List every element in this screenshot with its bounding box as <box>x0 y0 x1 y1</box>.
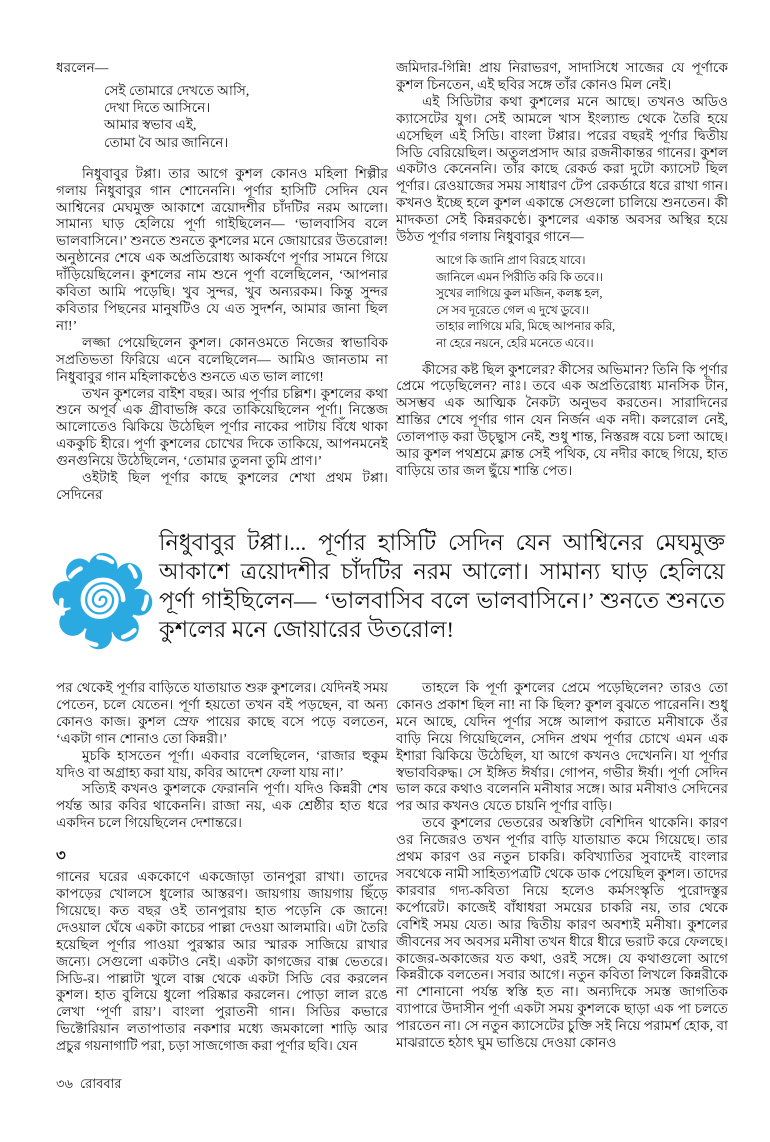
song-line: আগে কি জানি প্রাণ বিরহে যাবে। <box>436 252 586 267</box>
top-right-column <box>396 60 728 526</box>
pull-quote-section <box>55 528 727 680</box>
song-line: তাহার লাগিয়ে মরি, মিছে আপনার করি, <box>436 319 616 334</box>
pull-quote-text: নিধুবাবুর টপ্পা।... পূর্ণার হাসিটি সেদিন যেন আশ্বিনের মেঘমুক্ত আকাশে ত্রয়োদশীর চাঁদটির নরম আলো। সামান্য ঘাড় হেলিয়ে পূর্ণা গাইছিলেন— ‘ভালবাসিব বলে ভালবাসিনে।’ শুনতে শুনতে কুশলের মনে জোয়ারের উতরোল! <box>159 530 725 642</box>
poem-verse <box>104 82 388 151</box>
top-left-column <box>56 60 388 526</box>
page-footer <box>56 1076 122 1092</box>
body-paragraph: লজ্জা পেয়েছিলেন কুশল। কোনওমতে নিজের স্বাভাবিক সপ্রতিভতা ফিরিয়ে এনে বলেছিলেন— আমিও জানতাম না নিধুবাবুর গান মহিলাকণ্ঠেও শুনতে এত ভাল লাগে! <box>56 334 388 384</box>
body-paragraph: তবে কুশলের ভেতরের অস্বস্তিটা বেশিদিন থাকেনি। কারণ ওর নিজেরও তখন পূর্ণার বাড়ি যাতায়াত কমে গিয়েছে। তার প্রথম কারণ ওর নতুন চাকরি। কবিখ্যাতির সুবাদেই বাংলার সবথেকে নামী সাহিত্যপত্রটি থেকে ডাক পেয়েছিল কুশল। তাদের কারবার গদ্য-কবিতা নিয়ে হলেও কর্মসংস্কৃতি পুরোদস্তুর কর্পোরেট। কাজেই বাঁধাধরা সময়ের চাকরি নয়, তার থেকে বেশিই সময় যেত। আর দ্বিতীয় কারণ অবশ্যই মনীষা। কুশলের জীবনের সব অবসর মনীষা তখন ধীরে ধীরে ভরাট করে ফেলছে। কাজের-অকাজের যত কথা, ওরই সঙ্গে। যে কথাগুলো আগে কিন্নরীকে বলতেন। সবার আগে। নতুন কবিতা লিখলে কিন্নরীকে না শোনানো পর্যন্ত স্বস্তি হত না। অন্যদিকে সমস্ত জাগতিক ব্যাপারে উদাসীন পূর্ণা একটা সময় কুশলকে ছাড়া এক পা চলতে পারতেন না। সে নতুন ক্যাসেটের চুক্তি সই নিয়ে পরামর্শ হোক, বা মাঝরাতে হঠাৎ ঘুম ভাঙিয়ে দেওয়া কোনও <box>396 815 728 1051</box>
song-line: সুখের লাগিয়ে কুল মজিন, কলঙ্ক হল, <box>436 286 603 301</box>
section-number: ৩ <box>56 848 66 865</box>
body-paragraph: কীসের কষ্ট ছিল কুশলের? কীসের অভিমান? তিনি কি পূর্ণার প্রেমে পড়েছিলেন? নাঃ। তবে এক অপ্রতিরোধ্য মানসিক টান, অসম্ভব এক আত্মিক নৈকট্য অনুভব করতেন। সারাদিনের শ্রান্তির শেষে পূর্ণার গান যেন নির্জন এক নদী। কলরোল নেই, তোলপাড় করা উচ্ছ্বাস নেই, শুধু শান্ত, নিস্তরঙ্গ বয়ে চলা আছে। আর কুশল পথশ্রমে ক্লান্ত সেই পথিক, যে নদীর কাছে গিয়ে, হাত বাড়িয়ে তার জল ছুঁয়ে শান্তি পেত। <box>396 361 728 478</box>
song-line: জানিলে এমন পিরীতি করি কি তবে।। <box>436 269 604 284</box>
poem-line: সেই তোমারে দেখতে আসি, <box>104 82 250 98</box>
page-number: ৩৬ <box>56 1076 73 1091</box>
song-line: সে সব দূরেতে গেল এ দুখে ডুবে।। <box>436 302 590 317</box>
body-paragraph: পর থেকেই পূর্ণার বাড়িতে যাতায়াত শুরু কুশলের। যেদিনই সময় পেতেন, চলে যেতেন। পূর্ণা হয়তো তখন বই পড়ছেন, বা অন্য কোনও কাজ। কুশল স্রেফ পায়ের কাছে বসে পড়ে বলতেন, ‘একটা গান শোনাও তো কিন্নরী।’ <box>56 680 388 746</box>
poem-line: তোমা বৈ আর জানিনে। <box>104 134 229 150</box>
bottom-right-column <box>396 680 728 1066</box>
lead-in-text: ধরলেন— <box>56 60 109 75</box>
body-paragraph: এই সিডিটার কথা কুশলের মনে আছে। তখনও অডিও ক্যাসেটের যুগ। সেই আমলে খাস ইংল্যান্ড থেকে তৈরি হয়ে এসেছিল এই সিডি। বাংলা টপ্পার। পরের বছরই পূর্ণার দ্বিতীয় সিডি বেরিয়েছিল। অতুলপ্রসাদ আর রজনীকান্তর গানের। কুশল একটাও কেনেননি। তাঁর কাছে রেকর্ড করা দুটো ক্যাসেট ছিল পূর্ণার। রেওয়াজের সময় সাধারণ টেপ রেকর্ডারে ধরে রাখা গান। কখনও ইচ্ছে হলে কুশল একান্তে সেগুলো চালিয়ে শুনতেন। কী মাদকতা সেই কিন্নরকণ্ঠে। কুশলের একান্ত অবসর অস্থির হয়ে উঠত পূর্ণার গলায় নিধুবাবুর গানে— <box>396 93 728 245</box>
body-paragraph: মুচকি হাসতেন পূর্ণা। একবার বলেছিলেন, ‘রাজার হুকুম যদিও বা অগ্রাহ্য করা যায়, কবির আদেশ ফেলা যায় না।’ <box>56 747 388 780</box>
song-verse <box>436 252 728 352</box>
body-paragraph: গানের ঘরের এককোণে একজোড়া তানপুরা রাখা। তাদের কাপড়ের খোলসে ধুলোর আস্তরণ। জায়গায় জায়গায় ছিঁড়ে গিয়েছে। কত বছর ওই তানপুরায় হাত পড়েনি কে জানে! দেওয়াল ঘেঁষে একটা কাচের পাল্লা দেওয়া আলমারি। এটা তৈরি হয়েছিল পূর্ণার পাওয়া পুরস্কার আর স্মারক সাজিয়ে রাখার জন্যে। সেগুলো একটাও নেই। একটা কাগজের বাক্স ভেতরে। সিডি-র। পাল্লাটা খুলে বাক্স থেকে একটা সিডি বের করলেন কুশল। হাত বুলিয়ে ধুলো পরিষ্কার করলেন। পোড়া লাল রঙে লেখা ‘পূর্ণা রায়’। বাংলা পুরাতনী গান। সিডির কভারে ভিক্টোরিয়ান লতাপাতার নকশার মধ্যে জমকালো শাড়ি আর প্রচুর গয়নাগাটি পরা, চড়া সাজগোজ করা পূর্ণার ছবি। যেন <box>56 869 388 1054</box>
body-paragraph: তাহলে কি পূর্ণা কুশলের প্রেমে পড়েছিলেন? তারও তো কোনও প্রকাশ ছিল না! না কি ছিল? কুশল বুঝতে পারেননি। শুধু মনে আছে, যেদিন পূর্ণার সঙ্গে আলাপ করাতে মনীষাকে ওঁর বাড়ি নিয়ে গিয়েছিলেন, সেদিন প্রথম পূর্ণার চোখে এমন এক ইশারা ঝিকিয়ে উঠেছিল, যা আগে কখনও দেখেননি। যা পূর্ণার স্বভাববিরুদ্ধ। সে ইঙ্গিত ঈর্ষার। গোপন, গভীর ঈর্ষা। পূর্ণা সেদিন ভাল করে কথাও বলেননি মনীষার সঙ্গে। আর মনীষাও সেদিনের পর আর কখনও যেতে চায়নি পূর্ণার বাড়ি। <box>396 680 728 814</box>
bottom-left-column <box>56 680 388 1066</box>
body-paragraph: ওইটাই ছিল পূর্ণার কাছে কুশলের শেখা প্রথম টপ্পা। সেদিনের <box>56 470 388 502</box>
body-paragraph: সত্যিই কখনও কুশলকে ফেরাননি পূর্ণা। যদিও কিন্নরী শেষ পর্যন্ত আর কবির থাকেননি। রাজা নয়, এক শ্রেষ্ঠীর হাত ধরে একদিন চলে গিয়েছিলেন দেশান্তরে। <box>56 781 388 831</box>
poem-line: দেখা দিতে আসিনে। <box>104 100 211 116</box>
poem-line: আমার স্বভাব এই, <box>104 117 197 133</box>
body-paragraph: নিধুবাবুর টপ্পা। তার আগে কুশল কোনও মহিলা শিল্পীর গলায় নিধুবাবুর গান শোনেননি। পূর্ণার হাসিটি সেদিন যেন আশ্বিনের মেঘমুক্ত আকাশে ত্রয়োদশীর চাঁদটির নরম আলো। সামান্য ঘাড় হেলিয়ে পূর্ণা গাইছিলেন— ‘ভালবাসিব বলে ভালবাসিনে।’ শুনতে শুনতে কুশলের মনে জোয়ারের উতরোল! অনুষ্ঠানের শেষে এক অপ্রতিরোধ্য আকর্ষণে পূর্ণার সামনে গিয়ে দাঁড়িয়েছিলেন। কুশলের নাম শুনে পূর্ণা বলেছিলেন, ‘আপনার কবিতা আমি পড়েছি। খুব সুন্দর, খুব অন্যরকম। কিন্তু সুন্দর কবিতার পিছনের মানুষটিও যে এত সুদর্শন, আমার জানা ছিল না!’ <box>56 165 388 333</box>
body-paragraph: তখন কুশলের বাইশ বছর। আর পূর্ণার চল্লিশ। কুশলের কথা শুনে অপূর্ব এক গ্রীবাভঙ্গি করে তাকিয়েছিলেন পূর্ণা। নিস্তেজ আলোতেও ঝিকিয়ে উঠেছিল পূর্ণার নাকের পাটায় বিঁধে থাকা এককুচি হীরে। পূর্ণা কুশলের চোখের দিকে তাকিয়ে, আপনমনেই গুনগুনিয়ে উঠেছিলেন, ‘তোমার তুলনা তুমি প্রাণ।’ <box>56 385 388 469</box>
song-line: না হেরে নয়নে, হেরি মনেতে এবে।। <box>436 335 594 350</box>
blue-rose-icon <box>47 544 159 656</box>
body-paragraph: জমিদার-গিন্নি! প্রায় নিরাভরণ, সাদাসিধে সাজের যে পূর্ণাকে কুশল চিনতেন, এই ছবির সঙ্গে তাঁর কোনও মিল নেই। <box>396 60 728 92</box>
magazine-name: রোববার <box>79 1076 122 1091</box>
